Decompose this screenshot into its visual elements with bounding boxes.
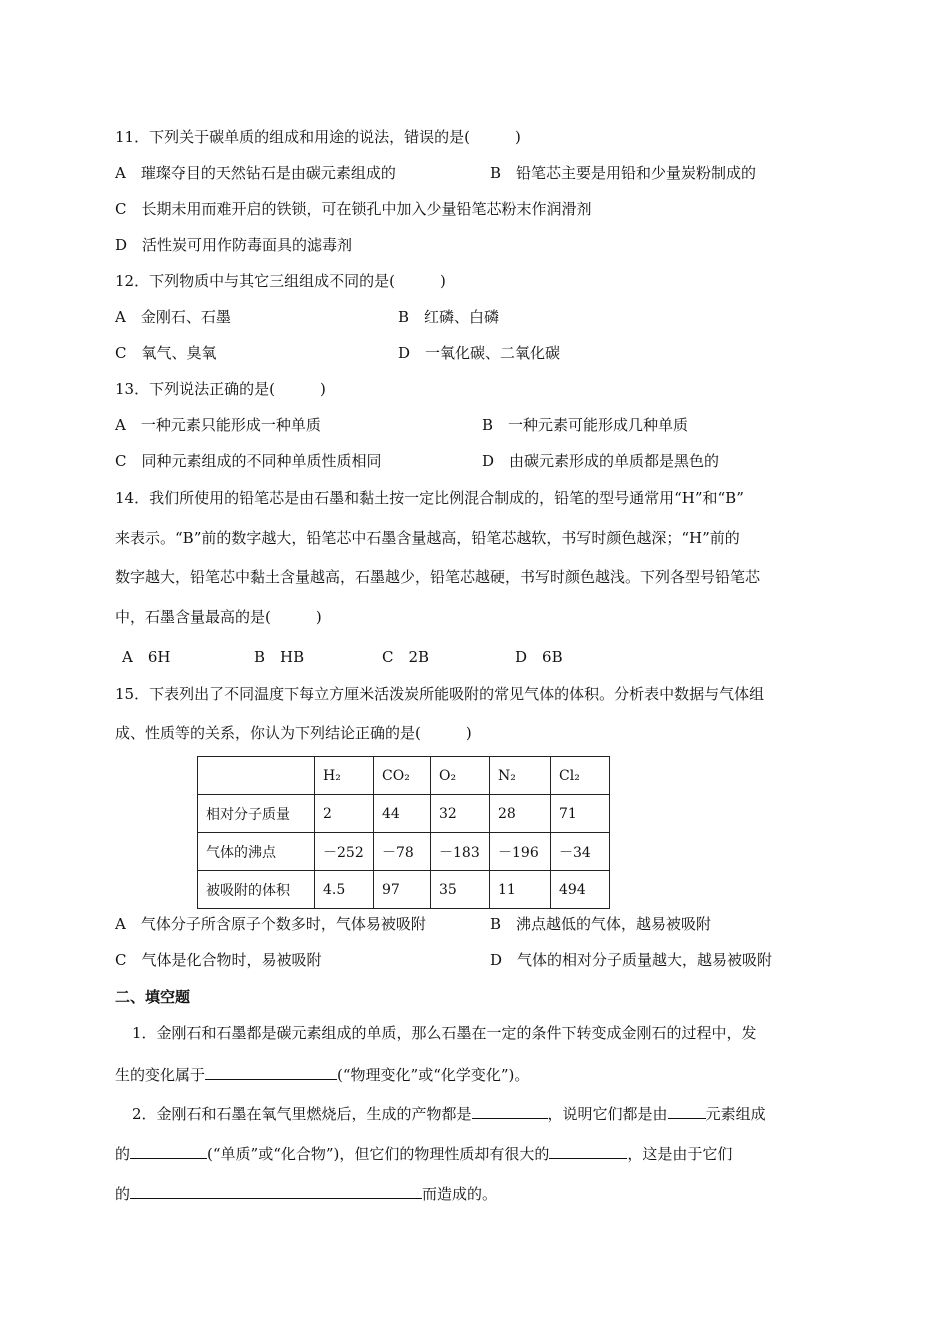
- answer-blank[interactable]: [205, 1062, 337, 1080]
- table-header-cell: N₂: [490, 757, 551, 795]
- table-cell: －196: [490, 833, 551, 871]
- q12-option-c: C 氧气、臭氧: [115, 344, 217, 362]
- section-title: 二、填空题: [115, 988, 191, 1006]
- table-cell: 气体的沸点: [198, 833, 315, 871]
- table-header-cell: CO₂: [374, 757, 431, 795]
- table-cell: －183: [431, 833, 490, 871]
- table-header-row: [198, 757, 610, 795]
- table-header-cell: H₂: [315, 757, 374, 795]
- q11-option-b: B 铅笔芯主要是用铅和少量炭粉制成的: [490, 164, 757, 182]
- fill-2-line-1: [132, 1101, 766, 1124]
- answer-blank[interactable]: [668, 1101, 706, 1119]
- fill-1-text: (“物理变化”或“化学变化”)。: [337, 1066, 530, 1084]
- q15-option-b: B 沸点越低的气体，越易被吸附: [490, 915, 712, 933]
- table-cell: 2: [315, 795, 374, 833]
- fill-1-text: 生的变化属于: [115, 1066, 206, 1084]
- fill-2-text: ，这是由于它们: [627, 1145, 733, 1163]
- table-cell: 494: [551, 871, 610, 909]
- fill-2-text: ，说明它们都是由: [547, 1105, 668, 1123]
- q11-option-a: A 璀璨夺目的天然钻石是由碳元素组成的: [115, 164, 396, 182]
- table-cell: 35: [431, 871, 490, 909]
- table-cell: 97: [374, 871, 431, 909]
- answer-blank[interactable]: [130, 1141, 207, 1159]
- q15-stem-line-2: 成、性质等的关系，你认为下列结论正确的是( ): [115, 724, 472, 742]
- answer-blank[interactable]: [472, 1101, 548, 1119]
- table-header-cell: Cl₂: [551, 757, 610, 795]
- table-cell: －34: [551, 833, 610, 871]
- table-cell: 11: [490, 871, 551, 909]
- q15-option-a: A 气体分子所含原子个数多时，气体易被吸附: [115, 915, 426, 933]
- q14-option-c: C 2B: [382, 648, 430, 666]
- fill-2-line-3: [115, 1181, 497, 1204]
- q13-option-c: C 同种元素组成的不同种单质性质相同: [115, 452, 382, 470]
- table-cell: 相对分子质量: [198, 795, 315, 833]
- q13-option-b: B 一种元素可能形成几种单质: [482, 416, 689, 434]
- table-cell: 被吸附的体积: [198, 871, 315, 909]
- fill-2-text: 元素组成: [705, 1105, 766, 1123]
- q13-stem: 13．下列说法正确的是( ): [115, 380, 326, 398]
- q15-option-c: C 气体是化合物时，易被吸附: [115, 951, 322, 969]
- table-cell: 71: [551, 795, 610, 833]
- table-cell: －252: [315, 833, 374, 871]
- q14-stem-line-1: 14．我们所使用的铅笔芯是由石墨和黏土按一定比例混合制成的，铅笔的型号通常用“H”和“B”: [115, 489, 744, 507]
- table-row: [198, 871, 610, 909]
- table-cell: 32: [431, 795, 490, 833]
- answer-blank[interactable]: [130, 1181, 422, 1199]
- q14-option-b: B HB: [254, 648, 305, 666]
- fill-2-text: (“单质”或“化合物”)，但它们的物理性质却有很大的: [207, 1145, 550, 1163]
- q14-stem-line-2: 来表示。“B”前的数字越大，铅笔芯中石墨含量越高，铅笔芯越软，书写时颜色越深；“H”前的: [115, 529, 740, 547]
- table-cell: 28: [490, 795, 551, 833]
- table-header-cell: [198, 757, 315, 795]
- table-row: [198, 795, 610, 833]
- q14-option-a: A 6H: [122, 648, 171, 666]
- answer-blank[interactable]: [549, 1141, 627, 1159]
- q15-stem-line-1: 15．下表列出了不同温度下每立方厘米活泼炭所能吸附的常见气体的体积。分析表中数据与气体组: [115, 685, 765, 703]
- q11-option-c: C 长期未用而难开启的铁锁，可在锁孔中加入少量铅笔芯粉末作润滑剂: [115, 200, 592, 218]
- fill-2-text: 而造成的。: [422, 1185, 498, 1203]
- q15-option-d: D 气体的相对分子质量越大，越易被吸附: [490, 951, 773, 969]
- q11-stem: 11．下列关于碳单质的组成和用途的说法，错误的是( ): [115, 128, 521, 146]
- q13-option-d: D 由碳元素形成的单质都是黑色的: [482, 452, 720, 470]
- q14-stem-line-4: 中，石墨含量最高的是( ): [115, 608, 322, 626]
- adsorption-table: [197, 756, 610, 909]
- table-cell: 4.5: [315, 871, 374, 909]
- q12-option-d: D 一氧化碳、二氧化碳: [398, 344, 561, 362]
- fill-2-text: 的: [115, 1185, 131, 1203]
- table-header-cell: O₂: [431, 757, 490, 795]
- fill-1-line-2: [115, 1062, 529, 1085]
- q11-option-d: D 活性炭可用作防毒面具的滤毒剂: [115, 236, 353, 254]
- q13-option-a: A 一种元素只能形成一种单质: [115, 416, 321, 434]
- table-cell: －78: [374, 833, 431, 871]
- fill-1-line-1: 1．金刚石和石墨都是碳元素组成的单质，那么石墨在一定的条件下转变成金刚石的过程中，发: [132, 1024, 757, 1042]
- q12-option-b: B 红磷、白磷: [398, 308, 500, 326]
- q12-option-a: A 金刚石、石墨: [115, 308, 231, 326]
- table-cell: 44: [374, 795, 431, 833]
- q14-option-d: D 6B: [515, 648, 563, 666]
- q14-stem-line-3: 数字越大，铅笔芯中黏土含量越高，石墨越少，铅笔芯越硬，书写时颜色越浅。下列各型号铅笔芯: [115, 568, 761, 586]
- fill-2-text: 的: [115, 1145, 131, 1163]
- q12-stem: 12．下列物质中与其它三组组成不同的是( ): [115, 272, 446, 290]
- fill-2-text: 2．金刚石和石墨在氧气里燃烧后，生成的产物都是: [132, 1105, 472, 1123]
- fill-2-line-2: [115, 1141, 732, 1164]
- table-row: [198, 833, 610, 871]
